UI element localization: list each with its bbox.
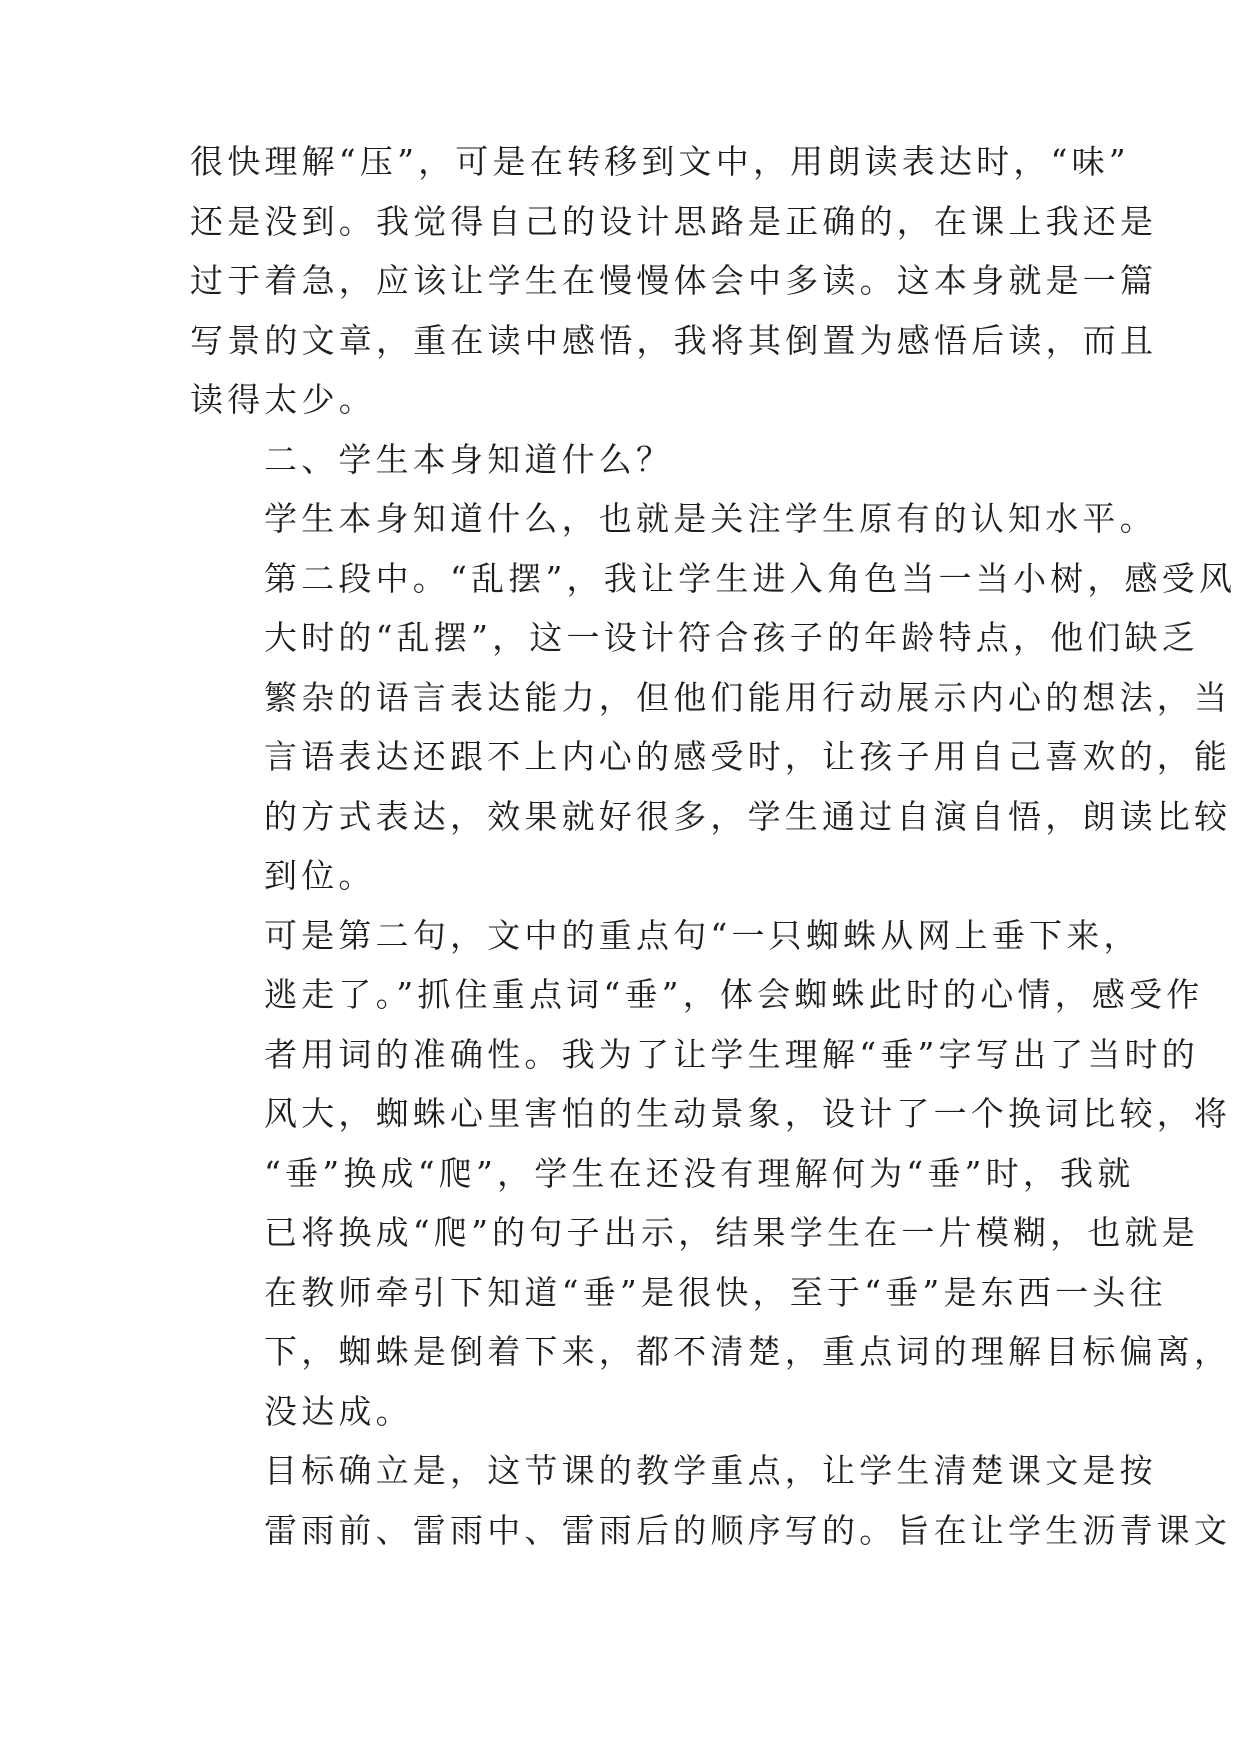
text-line: 第二段中。“乱摆”，我让学生进入角色当一当小树，感受风 xyxy=(264,558,1237,598)
text-line: 雷雨前、雷雨中、雷雨后的顺序写的。旨在让学生沥青课文 xyxy=(264,1510,1232,1550)
paragraph-p5 xyxy=(190,1441,1232,1560)
document-body xyxy=(190,132,1237,1560)
text-line: 者用词的准确性。我为了让学生理解“垂”字写出了当时的 xyxy=(264,1034,1199,1074)
text-line: 很快理解“压”，可是在转移到文中，用朗读表达时，“味” xyxy=(190,142,1130,181)
text-line: 繁杂的语言表达能力，但他们能用行动展示内心的想法，当 xyxy=(264,677,1232,717)
text-line: 学生本身知道什么，也就是关注学生原有的认知水平。 xyxy=(264,499,1157,538)
text-line: 已将换成“爬”的句子出示，结果学生在一片模糊，也就是 xyxy=(264,1213,1199,1252)
text-line: 还是没到。我觉得自己的设计思路是正确的，在课上我还是 xyxy=(190,201,1158,241)
text-line: 读得太少。 xyxy=(190,380,376,419)
text-line: “垂”换成“爬”，学生在还没有理解何为“垂”时，我就 xyxy=(264,1153,1135,1193)
text-line: 二、学生本身知道什么？ xyxy=(264,439,674,479)
paragraph-p4 xyxy=(190,906,1232,1442)
text-line: 言语表达还跟不上内心的感受时，让孩子用自己喜欢的，能 xyxy=(264,737,1232,776)
text-line: 在教师牵引下知道“垂”是很快，至于“垂”是东西一头往 xyxy=(264,1272,1167,1312)
paragraph-p1 xyxy=(190,132,1158,430)
text-line: 可是第二句，文中的重点句“一只蜘蛛从网上垂下来， xyxy=(264,915,1141,955)
paragraph-p3 xyxy=(190,489,1237,906)
text-line: 大时的“乱摆”，这一设计符合孩子的年龄特点，他们缺乏 xyxy=(264,618,1199,657)
text-line: 目标确立是，这节课的教学重点，让学生清楚课文是按 xyxy=(264,1451,1157,1490)
text-line: 下，蜘蛛是倒着下来，都不清楚，重点词的理解目标偏离， xyxy=(264,1332,1232,1371)
text-line: 逃走了。”抓住重点词“垂”，体会蜘蛛此时的心情，感受作 xyxy=(264,975,1204,1014)
text-line: 写景的文章，重在读中感悟，我将其倒置为感悟后读，而且 xyxy=(190,320,1158,360)
text-line: 没达成。 xyxy=(264,1391,413,1431)
text-line: 的方式表达，效果就好很多，学生通过自演自悟，朗读比较 xyxy=(264,796,1232,836)
text-line: 到位。 xyxy=(264,856,376,895)
text-line: 风大，蜘蛛心里害怕的生动景象，设计了一个换词比较，将 xyxy=(264,1094,1232,1133)
paragraph-p2 xyxy=(190,430,1060,490)
text-line: 过于着急，应该让学生在慢慢体会中多读。这本身就是一篇 xyxy=(190,261,1158,300)
